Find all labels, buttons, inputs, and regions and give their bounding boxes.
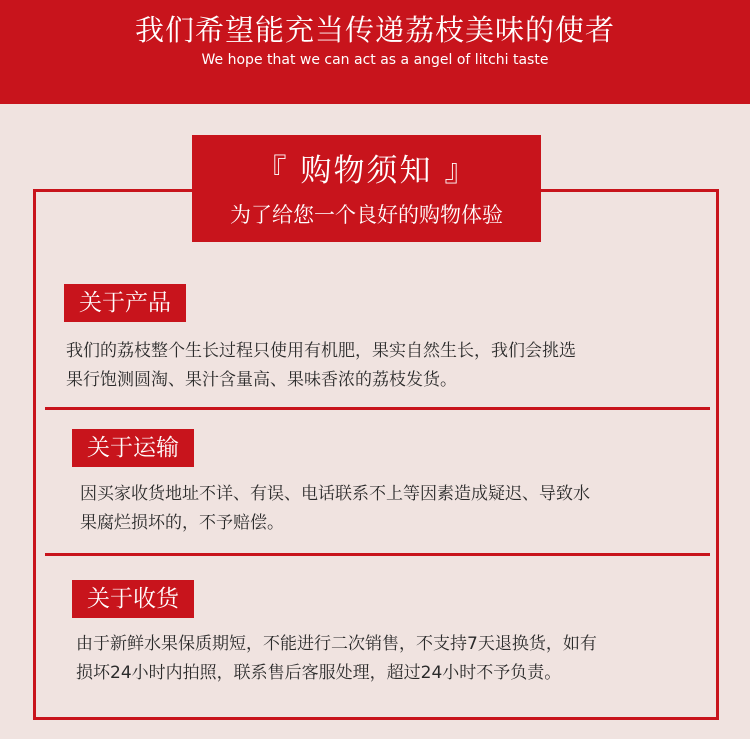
notice-subtitle: 为了给您一个良好的购物体验	[230, 203, 503, 227]
section-text-receiving	[76, 630, 597, 688]
notice-title: 『 购物须知 』	[255, 153, 478, 189]
banner-title: 我们希望能充当传递荔枝美味的使者	[134, 13, 615, 47]
text-line: 果腐烂损坏的，不予赔偿。	[80, 513, 284, 533]
section-text-shipping	[80, 480, 590, 538]
section-heading-receiving: 关于收货	[72, 580, 194, 618]
text-line: 因买家收货地址不详、有误、电话联系不上等因素造成疑迟、导致水	[80, 484, 590, 504]
section-heading-product: 关于产品	[64, 284, 186, 322]
shopping-notice-header	[192, 135, 541, 242]
text-line: 我们的荔枝整个生长过程只使用有机肥，果实自然生长，我们会挑选	[66, 341, 576, 361]
section-divider	[45, 553, 710, 556]
section-text-product	[66, 337, 576, 395]
text-line: 果行饱测圆淘、果汁含量高、果味香浓的荔枝发货。	[66, 370, 457, 390]
text-line: 损坏24小时内拍照，联系售后客服处理，超过24小时不予负责。	[76, 663, 562, 683]
section-heading-shipping: 关于运输	[72, 429, 194, 467]
section-divider	[45, 407, 710, 410]
top-banner	[0, 0, 750, 104]
text-line: 由于新鲜水果保质期短，不能进行二次销售，不支持7天退换货，如有	[76, 634, 597, 654]
banner-subtitle: We hope that we can act as a angel of litchi taste	[201, 52, 549, 68]
